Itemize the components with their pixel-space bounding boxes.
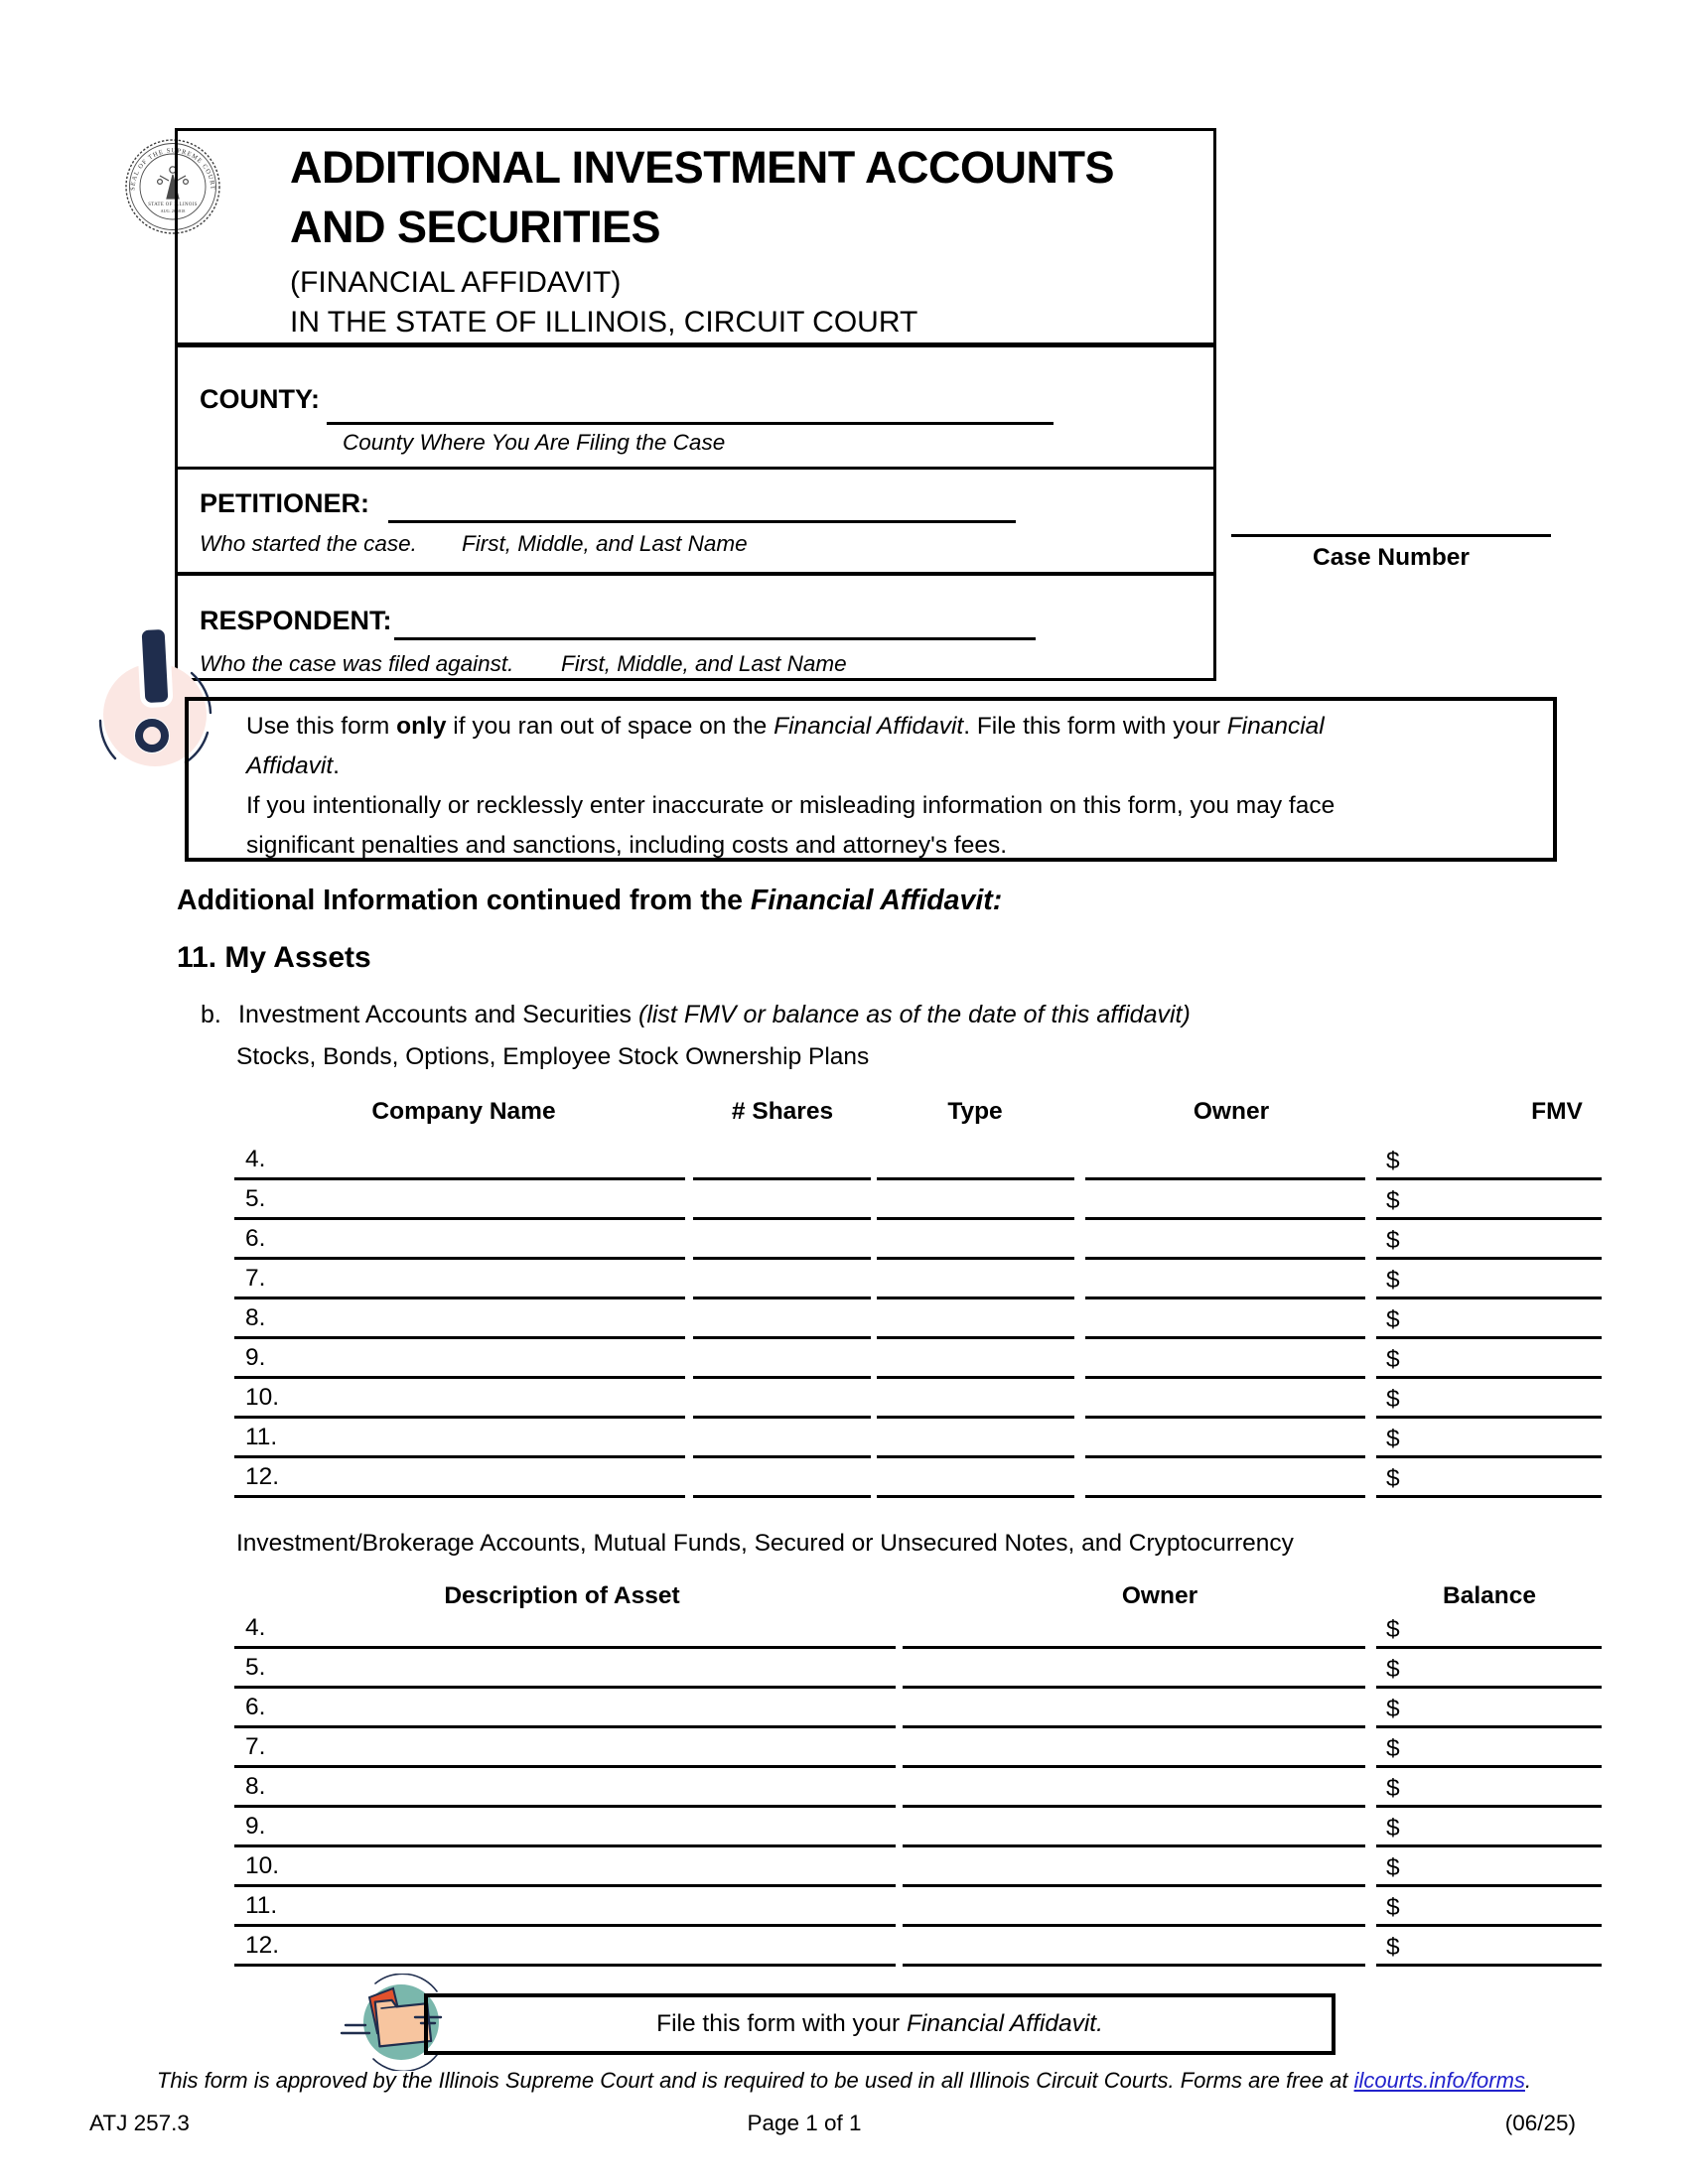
- petitioner-hint-right: First, Middle, and Last Name: [462, 531, 748, 556]
- warning-line-3: If you intentionally or recklessly enter inaccurate or misleading information on this form, you may face: [246, 792, 1336, 819]
- fmv-field[interactable]: [1376, 1260, 1602, 1299]
- currency-symbol: $: [1386, 1386, 1400, 1413]
- type-field[interactable]: [877, 1458, 1074, 1498]
- owner-field[interactable]: [903, 1609, 1365, 1649]
- stocks-table-row: [0, 1339, 1688, 1379]
- warning-box: [185, 697, 1557, 862]
- currency-symbol: $: [1386, 1815, 1400, 1842]
- company-name-field[interactable]: [234, 1299, 685, 1339]
- balance-field[interactable]: [1376, 1808, 1602, 1847]
- row-number: 7.: [245, 1265, 266, 1292]
- owner-field[interactable]: [903, 1927, 1365, 1967]
- company-name-field[interactable]: [234, 1141, 685, 1180]
- brokerage-table-row: [0, 1808, 1688, 1847]
- approval-statement: This form is approved by the Illinois Supreme Court and is required to be used in all Illinois Circuit Courts. Forms are free at ilcourts.info/forms.: [156, 2068, 1532, 2093]
- col-header-type: Type: [947, 1098, 1003, 1125]
- seal-date-text: AUG. 26 1818: [160, 208, 186, 213]
- brokerage-table-row: [0, 1689, 1688, 1728]
- form-subtitle-court: IN THE STATE OF ILLINOIS, CIRCUIT COURT: [290, 306, 918, 339]
- company-name-field[interactable]: [234, 1379, 685, 1419]
- stocks-table-row: [0, 1379, 1688, 1419]
- company-name-field[interactable]: [234, 1260, 685, 1299]
- continued-heading: Additional Information continued from the Financial Affidavit:: [177, 885, 1003, 916]
- row-number: 12.: [245, 1932, 280, 1959]
- balance-field[interactable]: [1376, 1847, 1602, 1887]
- row-number: 6.: [245, 1694, 266, 1720]
- currency-symbol: $: [1386, 1187, 1400, 1214]
- stocks-table-row: [0, 1180, 1688, 1220]
- owner-field[interactable]: [903, 1768, 1365, 1808]
- assets-heading: 11. My Assets: [177, 941, 371, 974]
- brokerage-table-row: [0, 1728, 1688, 1768]
- owner-field[interactable]: [1085, 1339, 1365, 1379]
- balance-field[interactable]: [1376, 1728, 1602, 1768]
- shares-field[interactable]: [693, 1299, 871, 1339]
- type-field[interactable]: [877, 1339, 1074, 1379]
- county-hint: County Where You Are Filing the Case: [343, 430, 726, 455]
- row-number: 5.: [245, 1654, 266, 1681]
- currency-symbol: $: [1386, 1267, 1400, 1294]
- divider: [178, 572, 1213, 576]
- shares-field[interactable]: [693, 1141, 871, 1180]
- currency-symbol: $: [1386, 1775, 1400, 1802]
- stocks-table-row: [0, 1299, 1688, 1339]
- currency-symbol: $: [1386, 1934, 1400, 1961]
- owner-field[interactable]: [1085, 1458, 1365, 1498]
- currency-symbol: $: [1386, 1227, 1400, 1254]
- row-number: 6.: [245, 1225, 266, 1252]
- petitioner-input-line[interactable]: [388, 482, 1016, 523]
- fmv-field[interactable]: [1376, 1180, 1602, 1220]
- form-subtitle-affidavit: (FINANCIAL AFFIDAVIT): [290, 266, 622, 299]
- company-name-field[interactable]: [234, 1458, 685, 1498]
- currency-symbol: $: [1386, 1616, 1400, 1643]
- form-title-line2: AND SECURITIES: [290, 202, 661, 252]
- description-field[interactable]: [234, 1768, 896, 1808]
- balance-field[interactable]: [1376, 1649, 1602, 1689]
- description-field[interactable]: [234, 1808, 896, 1847]
- subsection-title: Investment Accounts and Securities (list FMV or balance as of the date of this affidavit): [238, 1001, 1191, 1028]
- row-number: 10.: [245, 1852, 280, 1879]
- description-field[interactable]: [234, 1649, 896, 1689]
- petitioner-hint-left: Who started the case.: [200, 531, 417, 556]
- description-field[interactable]: [234, 1609, 896, 1649]
- currency-symbol: $: [1386, 1465, 1400, 1492]
- description-field[interactable]: [234, 1689, 896, 1728]
- balance-field[interactable]: [1376, 1927, 1602, 1967]
- brokerage-table-caption: Investment/Brokerage Accounts, Mutual Funds, Secured or Unsecured Notes, and Cryptocurrency: [236, 1530, 1294, 1557]
- stocks-table-caption: Stocks, Bonds, Options, Employee Stock Ownership Plans: [236, 1043, 870, 1070]
- shares-field[interactable]: [693, 1339, 871, 1379]
- fmv-field[interactable]: [1376, 1419, 1602, 1458]
- stocks-table-row: [0, 1458, 1688, 1498]
- company-name-field[interactable]: [234, 1339, 685, 1379]
- description-field[interactable]: [234, 1728, 896, 1768]
- brokerage-table-row: [0, 1649, 1688, 1689]
- col-header-balance: Balance: [1443, 1582, 1536, 1609]
- stocks-table-row: [0, 1141, 1688, 1180]
- row-number: 4.: [245, 1614, 266, 1641]
- owner-field[interactable]: [903, 1847, 1365, 1887]
- type-field[interactable]: [877, 1260, 1074, 1299]
- currency-symbol: $: [1386, 1656, 1400, 1683]
- fmv-field[interactable]: [1376, 1299, 1602, 1339]
- respondent-hint-right: First, Middle, and Last Name: [561, 651, 847, 676]
- fmv-field[interactable]: [1376, 1141, 1602, 1180]
- currency-symbol: $: [1386, 1854, 1400, 1881]
- type-field[interactable]: [877, 1419, 1074, 1458]
- brokerage-table-row: [0, 1847, 1688, 1887]
- company-name-field[interactable]: [234, 1419, 685, 1458]
- row-number: 8.: [245, 1773, 266, 1800]
- owner-field[interactable]: [1085, 1299, 1365, 1339]
- type-field[interactable]: [877, 1180, 1074, 1220]
- row-number: 5.: [245, 1185, 266, 1212]
- company-name-field[interactable]: [234, 1220, 685, 1260]
- description-field[interactable]: [234, 1847, 896, 1887]
- county-input-line[interactable]: [327, 384, 1054, 425]
- currency-symbol: $: [1386, 1696, 1400, 1722]
- col-header-description: Description of Asset: [444, 1582, 680, 1609]
- row-number: 7.: [245, 1733, 266, 1760]
- type-field[interactable]: [877, 1299, 1074, 1339]
- respondent-hint-left: Who the case was filed against.: [200, 651, 514, 676]
- currency-symbol: $: [1386, 1735, 1400, 1762]
- col-header-company-name: Company Name: [371, 1098, 556, 1125]
- owner-field[interactable]: [903, 1689, 1365, 1728]
- currency-symbol: $: [1386, 1426, 1400, 1452]
- owner-field[interactable]: [1085, 1260, 1365, 1299]
- brokerage-table-row: [0, 1609, 1688, 1649]
- page-number: Page 1 of 1: [747, 2111, 862, 2135]
- fmv-field[interactable]: [1376, 1339, 1602, 1379]
- brokerage-table-body: [0, 1609, 1688, 1969]
- balance-field[interactable]: [1376, 1689, 1602, 1728]
- case-number-input-line[interactable]: [1231, 496, 1551, 537]
- row-number: 8.: [245, 1304, 266, 1331]
- currency-symbol: $: [1386, 1306, 1400, 1333]
- banner-text: File this form with your: [656, 2010, 907, 2037]
- banner-text-italic: Financial Affidavit.: [906, 2010, 1103, 2037]
- subsection-letter: b.: [201, 1001, 221, 1028]
- row-number: 4.: [245, 1146, 266, 1172]
- petitioner-label: PETITIONER:: [200, 488, 370, 518]
- warning-line-2: Affidavit.: [246, 752, 340, 779]
- owner-field[interactable]: [1085, 1419, 1365, 1458]
- currency-symbol: $: [1386, 1346, 1400, 1373]
- stocks-table-row: [0, 1260, 1688, 1299]
- warning-line-4: significant penalties and sanctions, including costs and attorney's fees.: [246, 832, 1007, 859]
- brokerage-table-row: [0, 1768, 1688, 1808]
- warning-line-1: Use this form only if you ran out of space on the Financial Affidavit. File this form with your Financial: [246, 713, 1325, 740]
- col-header-fmv: FMV: [1531, 1098, 1583, 1125]
- forms-link[interactable]: ilcourts.info/forms: [1353, 2068, 1525, 2093]
- balance-field[interactable]: [1376, 1887, 1602, 1927]
- row-number: 11.: [245, 1424, 278, 1450]
- row-number: 9.: [245, 1813, 266, 1840]
- stocks-table-row: [0, 1220, 1688, 1260]
- row-number: 9.: [245, 1344, 266, 1371]
- type-field[interactable]: [877, 1220, 1074, 1260]
- type-field[interactable]: [877, 1379, 1074, 1419]
- description-field[interactable]: [234, 1927, 896, 1967]
- form-title-line1: ADDITIONAL INVESTMENT ACCOUNTS: [290, 142, 1115, 193]
- balance-field[interactable]: [1376, 1609, 1602, 1649]
- revision-date: (06/25): [1504, 2111, 1576, 2135]
- respondent-label: RESPONDENT:: [200, 606, 392, 635]
- owner-field[interactable]: [1085, 1141, 1365, 1180]
- divider: [178, 467, 1213, 470]
- seal-ring-text: SEAL OF THE SUPREME COURT: [129, 147, 216, 192]
- respondent-input-line[interactable]: [394, 600, 1036, 640]
- county-label: COUNTY:: [200, 384, 320, 414]
- owner-field[interactable]: [903, 1649, 1365, 1689]
- owner-field[interactable]: [1085, 1220, 1365, 1260]
- owner-field[interactable]: [1085, 1180, 1365, 1220]
- form-number: ATJ 257.3: [89, 2111, 190, 2135]
- row-number: 12.: [245, 1463, 280, 1490]
- col-header-owner: Owner: [1193, 1098, 1270, 1125]
- owner-field[interactable]: [903, 1887, 1365, 1927]
- stocks-table-row: [0, 1419, 1688, 1458]
- col-header-shares: # Shares: [731, 1098, 834, 1125]
- shares-field[interactable]: [693, 1419, 871, 1458]
- fmv-field[interactable]: [1376, 1458, 1602, 1498]
- form-caption-box: [175, 128, 1216, 681]
- fmv-field[interactable]: [1376, 1220, 1602, 1260]
- shares-field[interactable]: [693, 1379, 871, 1419]
- currency-symbol: $: [1386, 1894, 1400, 1921]
- type-field[interactable]: [877, 1141, 1074, 1180]
- col-header-owner: Owner: [1121, 1582, 1198, 1609]
- balance-field[interactable]: [1376, 1768, 1602, 1808]
- file-banner: [424, 1993, 1336, 2055]
- owner-field[interactable]: [1085, 1379, 1365, 1419]
- row-number: 11.: [245, 1892, 278, 1919]
- stocks-table-body: [0, 1141, 1688, 1500]
- shares-field[interactable]: [693, 1260, 871, 1299]
- shares-field[interactable]: [693, 1458, 871, 1498]
- brokerage-table-row: [0, 1887, 1688, 1927]
- row-number: 10.: [245, 1384, 280, 1411]
- owner-field[interactable]: [903, 1728, 1365, 1768]
- warning-text: [246, 707, 1537, 866]
- shares-field[interactable]: [693, 1180, 871, 1220]
- currency-symbol: $: [1386, 1148, 1400, 1174]
- divider: [178, 342, 1213, 347]
- description-field[interactable]: [234, 1887, 896, 1927]
- shares-field[interactable]: [693, 1220, 871, 1260]
- brokerage-table-row: [0, 1927, 1688, 1967]
- fmv-field[interactable]: [1376, 1379, 1602, 1419]
- case-number-label: Case Number: [1313, 544, 1470, 571]
- seal-state-text: STATE OF ILLINOIS: [148, 203, 198, 207]
- owner-field[interactable]: [903, 1808, 1365, 1847]
- company-name-field[interactable]: [234, 1180, 685, 1220]
